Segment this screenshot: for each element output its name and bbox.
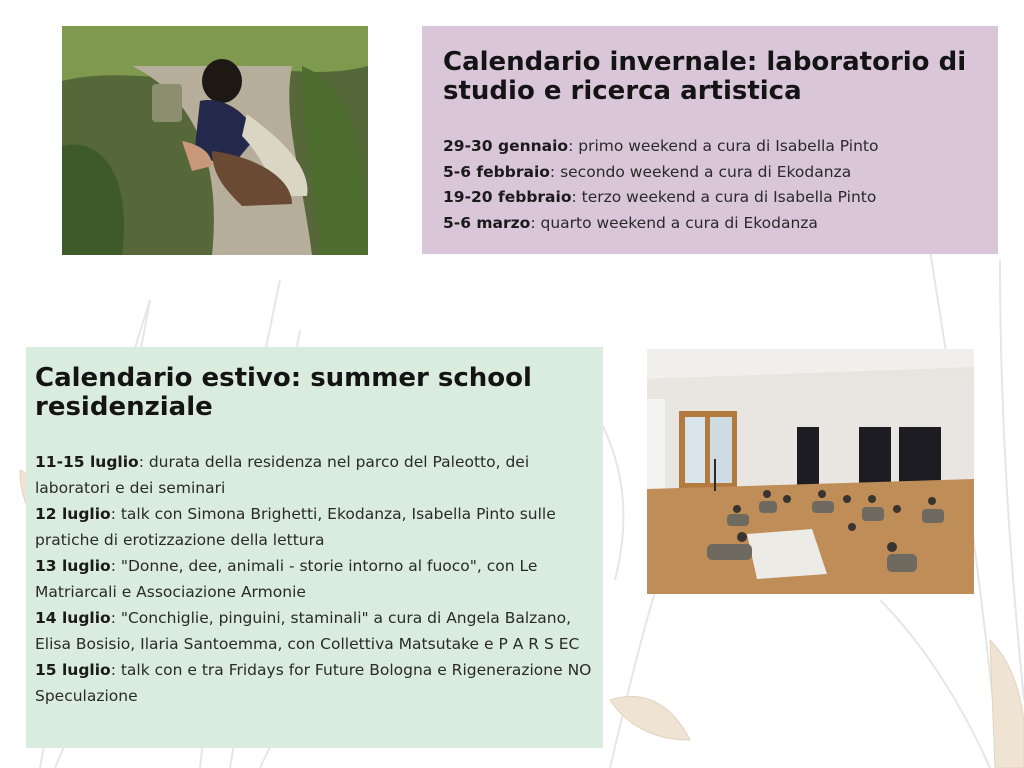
event-description: : talk con e tra Fridays for Future Bologna e Rigenerazione NO Speculazione — [35, 661, 592, 705]
summer-event-list — [35, 449, 593, 709]
event-description: : primo weekend a cura di Isabella Pinto — [568, 137, 879, 155]
winter-event-item — [443, 185, 978, 211]
summer-event-item — [35, 605, 593, 657]
event-description: : talk con Simona Brighetti, Ekodanza, Isabella Pinto sulle pratiche di erotizzazione della lettura — [35, 505, 556, 549]
event-description: : durata della residenza nel parco del Paleotto, dei laboratori e dei seminari — [35, 453, 530, 497]
winter-event-item — [443, 211, 978, 237]
event-date: 15 luglio — [35, 661, 111, 679]
event-description: : quarto weekend a cura di Ekodanza — [530, 213, 818, 232]
event-date: 19-20 febbraio — [443, 188, 572, 207]
forest-photo — [62, 26, 368, 255]
event-date: 12 luglio — [35, 505, 111, 523]
event-date: 14 luglio — [35, 609, 111, 627]
winter-event-list — [443, 134, 978, 236]
summer-event-item — [35, 657, 593, 709]
event-description: : "Conchiglie, pinguini, staminali" a cura di Angela Balzano, Elisa Bosisio, Ilaria Santoemma, con Collettiva Matsutake e P A R S EC — [35, 609, 580, 653]
winter-calendar-box — [422, 26, 998, 254]
winter-event-item — [443, 134, 978, 160]
summer-calendar-title: Calendario estivo: summer school residenziale — [35, 363, 532, 422]
winter-event-item — [443, 160, 978, 186]
dance-studio-photo — [647, 349, 974, 594]
event-description: : terzo weekend a cura di Isabella Pinto — [571, 188, 877, 207]
event-date: 13 luglio — [35, 557, 111, 575]
summer-event-item — [35, 553, 593, 605]
event-description: : secondo weekend a cura di Ekodanza — [549, 162, 852, 181]
summer-event-item — [35, 501, 593, 553]
summer-event-item — [35, 449, 593, 501]
event-date: 5-6 febbraio — [443, 162, 550, 181]
winter-calendar-title: Calendario invernale: laboratorio di studio e ricerca artistica — [443, 47, 967, 106]
event-date: 5-6 marzo — [443, 213, 531, 232]
summer-calendar-box — [26, 347, 603, 748]
event-description: : "Donne, dee, animali - storie intorno al fuoco", con Le Matriarcali e Associazione Armonie — [35, 557, 538, 601]
event-date: 11-15 luglio — [35, 453, 139, 471]
event-date: 29-30 gennaio — [443, 137, 569, 155]
